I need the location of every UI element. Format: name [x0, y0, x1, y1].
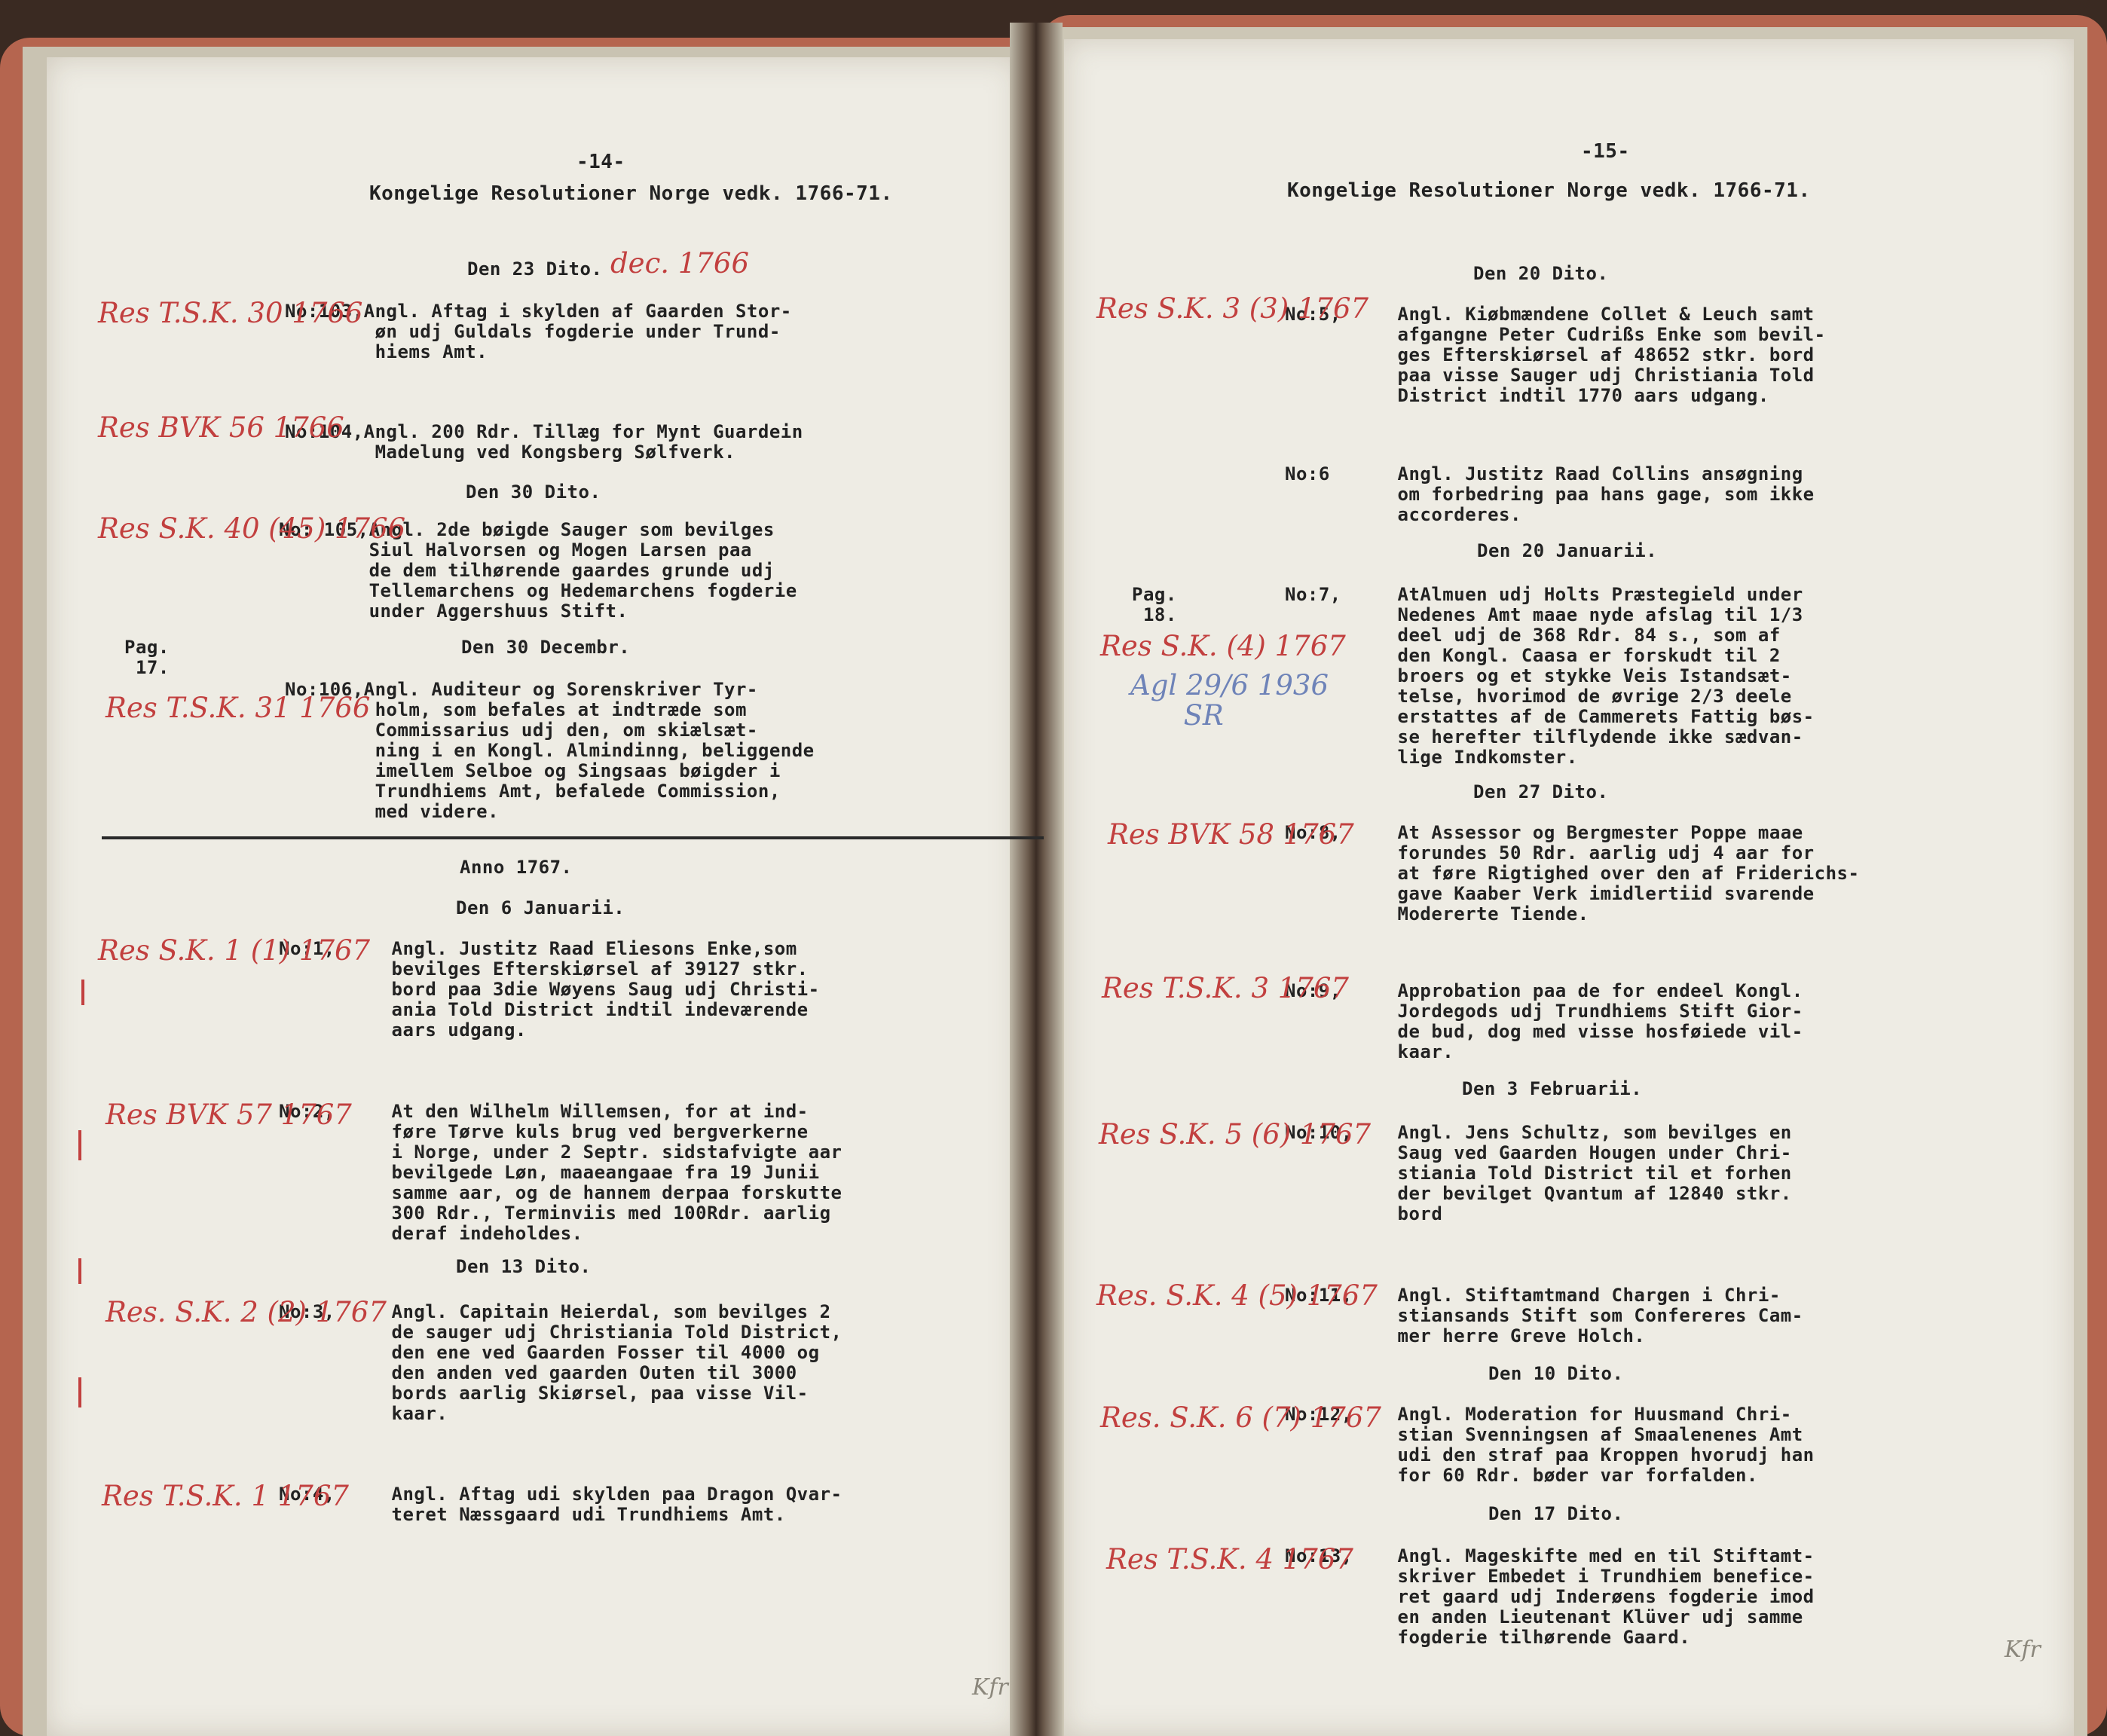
right-page-ref: Pag. 18.	[1132, 584, 1177, 625]
right-entry-7: No:7, AtAlmuen udj Holts Præstegield under Nedenes Amt maae nyde afslag til 1/3 deel udj de 368 Rdr. 84 s., som af den Kongl. Caasa er forskudt til 2 broers og et stykke Veis Istandsæt- telse, hvorimod de øvrige 2/3 deele erstattes af de Cammerets Fattig bøs- se herefter tilflydende ikke sædvan- lige Indkomster.	[1285, 584, 1815, 768]
right-date-heading: Den 27 Dito.	[1473, 781, 1609, 802]
handwritten-date-note: dec. 1766	[610, 247, 749, 280]
handwritten-reference: Res. S.K. 4 (5) 1767	[1096, 1279, 1378, 1312]
right-entry-6: No:6 Angl. Justitz Raad Collins ansøgning om forbedring paa hans gage, som ikke accorderes.	[1285, 463, 1815, 525]
pencil-note: Kfr	[2005, 1637, 2041, 1663]
left-date-heading: Den 6 Januarii.	[456, 897, 625, 918]
handwritten-reference: Res T.S.K. 1 1767	[102, 1480, 349, 1512]
handwritten-reference: Res S.K. 3 (3) 1767	[1096, 292, 1369, 325]
left-entry-105: No: 105,Angl. 2de bøigde Sauger som bevilges Siul Halvorsen og Mogen Larsen paa de dem tilhørende gaardes grunde udj Tellemarchens og Hedemarchens fogderie under Aggershuus Stift.	[279, 519, 797, 622]
handwritten-reference: Res S.K. 1 (1) 1767	[98, 934, 371, 967]
left-date-heading: Den 23 Dito.	[467, 258, 603, 280]
right-date-heading: Den 17 Dito.	[1488, 1503, 1624, 1524]
left-date-heading: Den 30 Dito.	[466, 481, 601, 503]
handwritten-reference: Res S.K. 5 (6) 1767	[1099, 1118, 1372, 1151]
right-date-heading: Den 3 Februarii.	[1462, 1078, 1643, 1099]
left-entry-106: No:106,Angl. Auditeur og Sorenskriver Tyr- holm, som befales at indtræde som Commissarius udj den, om skiælsæt- ning i en Kongl. Almindinng, beliggende imellem Selboe og Singsaas bøigder i Trundhiems Amt, befalede Commission, med videre.	[285, 679, 815, 822]
right-entry-13: No:13, Angl. Mageskifte med en til Stiftamt- skriver Embedet i Trundhiem benefice- ret gaard udj Inderøens fogderie imod en anden Lieutenant Klüver udj samme fogderie tilhørende Gaard.	[1285, 1545, 1815, 1648]
left-running-title: Kongelige Resolutioner Norge vedk. 1766-71.	[369, 182, 893, 205]
right-entry-12: No:12, Angl. Moderation for Huusmand Chri- stian Svenningsen af Smaalenenes Amt udi den straf paa Kroppen hvorudj han for 60 Rdr. bøder var forfalden.	[1285, 1404, 1815, 1486]
left-entry-104: No:104,Angl. 200 Rdr. Tillæg for Mynt Guardein Madelung ved Kongsberg Sølfverk.	[285, 421, 803, 463]
margin-tick	[78, 1130, 81, 1160]
left-entry-2: No:2, At den Wilhelm Willemsen, for at ind- føre Tørve kuls brug ved bergverkerne i Norge, under 2 Septr. sidstafvigte aar bevilgede Løn, maaeangaae fra 19 Junii samme aar, og de hannem derpaa forskutte 300 Rdr., Terminviis med 100Rdr. aarlig deraf indeholdes.	[279, 1101, 842, 1244]
book-gutter	[1010, 23, 1063, 1736]
right-entry-10: No:10, Angl. Jens Schultz, som bevilges en Saug ved Gaarden Hougen under Chri- stiania Told District til et forhen der bevilget Qvantum af 12840 stkr. bord	[1285, 1122, 1792, 1224]
handwritten-reference: Res S.K. (4) 1767	[1100, 630, 1346, 662]
left-page-number: -14-	[576, 151, 625, 173]
right-entry-5: No:5, Angl. Kiøbmændene Collet & Leuch samt afgangne Peter Cudrißs Enke som bevil- ges Efterskiørsel af 48652 stkr. bord paa visse Sauger udj Christiania Told District indtil 1770 aars udgang.	[1285, 304, 1826, 406]
handwritten-reference: Res BVK 57 1767	[106, 1099, 352, 1131]
left-entry-3: No:3, Angl. Capitain Heierdal, som bevilges 2 de sauger udj Christiania Told District, den ene ved Gaarden Fosser til 4000 og den anden ved gaarden Outen til 3000 bords aarlig Skiørsel, paa visse Vil- kaar.	[279, 1301, 842, 1424]
left-date-heading: Den 13 Dito.	[456, 1256, 592, 1277]
right-entry-8: No:8, At Assessor og Bergmester Poppe maae forundes 50 Rdr. aarlig udj 4 aar for at føre Rigtighed over den af Friderichs- gave Kaaber Verk imidlertiid svarende Modererte Tiende.	[1285, 822, 1860, 925]
handwritten-reference: Res. S.K. 2 (2) 1767	[106, 1296, 387, 1328]
left-entry-1: No:1, Angl. Justitz Raad Eliesons Enke,som bevilges Efterskiørsel af 39127 stkr. bord paa 3die Wøyens Saug udj Christi- ania Told District indtil indeværende aars udgang.	[279, 938, 820, 1041]
pencil-note: Kfr	[972, 1674, 1008, 1701]
right-entry-9: No:9, Approbation paa de for endeel Kongl. Jordegods udj Trundhiems Stift Gior- de bud, dog med visse hosføiede vil- kaar.	[1285, 980, 1803, 1062]
right-date-heading: Den 20 Dito.	[1473, 263, 1609, 284]
handwritten-reference: Res T.S.K. 3 1767	[1102, 972, 1349, 1004]
right-entry-11: No:11, Angl. Stiftamtmand Chargen i Chri- stiansands Stift som Confereres Cam- mer herre Greve Holch.	[1285, 1285, 1803, 1346]
section-divider	[102, 836, 1044, 839]
right-date-heading: Den 10 Dito.	[1488, 1363, 1624, 1384]
handwritten-reference: Res T.S.K. 31 1766	[106, 692, 371, 724]
handwritten-reference: Res BVK 58 1767	[1108, 818, 1354, 851]
right-running-title: Kongelige Resolutioner Norge vedk. 1766-71.	[1287, 179, 1811, 202]
right-date-heading: Den 20 Januarii.	[1477, 540, 1658, 561]
margin-tick	[78, 1377, 81, 1407]
margin-tick	[81, 980, 84, 1005]
handwritten-reference: Res. S.K. 6 (7) 1767	[1100, 1401, 1381, 1434]
handwritten-blue-note: Agl 29/6 1936 SR	[1130, 669, 1329, 732]
margin-tick	[78, 1258, 81, 1284]
handwritten-reference: Res BVK 56 1766	[98, 411, 344, 444]
left-year-heading: Anno 1767.	[460, 857, 573, 878]
left-entry-103: No:103,Angl. Aftag i skylden af Gaarden Stor- øn udj Guldals fogderie under Trund- hiems Amt.	[285, 301, 792, 362]
left-page-ref: Pag. 17.	[124, 637, 170, 678]
handwritten-reference: Res T.S.K. 30 1766	[98, 297, 363, 329]
right-page-number: -15-	[1581, 140, 1630, 163]
handwritten-reference: Res S.K. 40 (45) 1766	[98, 512, 406, 545]
left-date-heading: Den 30 Decembr.	[461, 637, 631, 658]
handwritten-reference: Res T.S.K. 4 1767	[1106, 1543, 1353, 1576]
left-entry-4: No:4, Angl. Aftag udi skylden paa Dragon Qvar- teret Næssgaard udi Trundhiems Amt.	[279, 1484, 842, 1525]
